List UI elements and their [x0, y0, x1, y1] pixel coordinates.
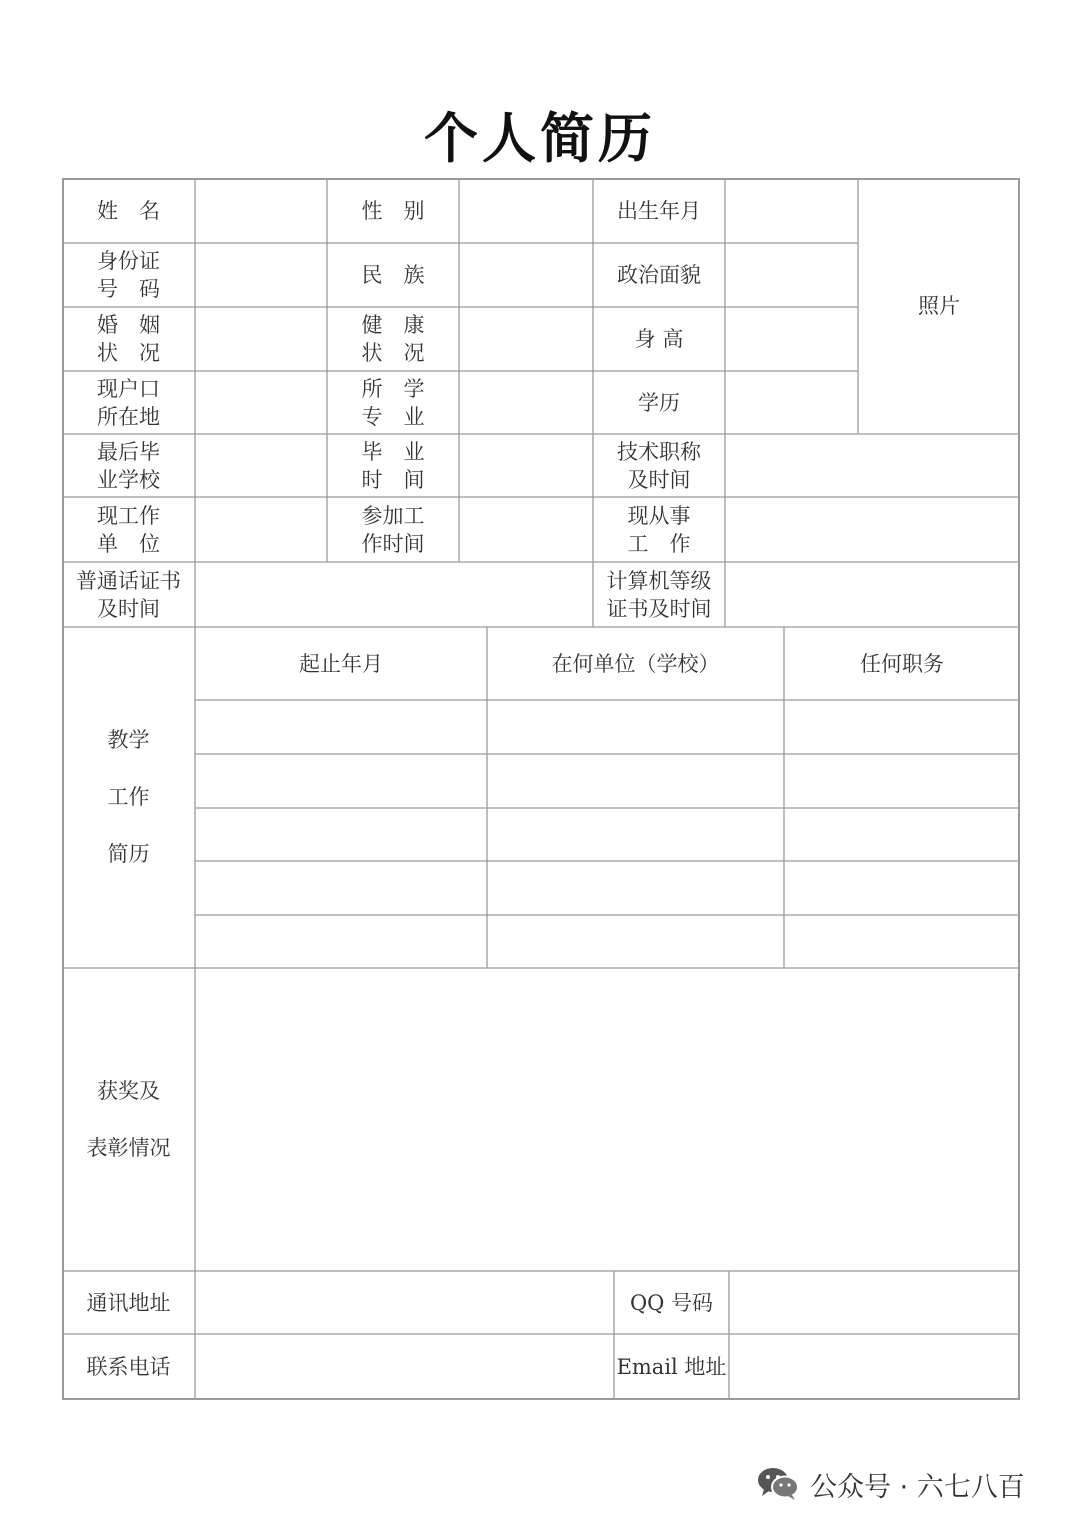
label-id-line2: 号 码 [97, 277, 160, 301]
history-row-4-unit[interactable] [487, 861, 784, 915]
field-mandarin-cert[interactable] [195, 562, 593, 627]
field-major[interactable] [459, 371, 593, 434]
label-work-start-line1: 参加工 [361, 503, 425, 528]
watermark-text: 公众号 · 六七八百 [810, 1471, 1025, 1503]
field-awards[interactable] [195, 968, 1020, 1271]
label-qq: QQ 号码 [629, 1290, 714, 1315]
history-row-3-role[interactable] [784, 808, 1020, 861]
label-hukou-line1: 现户口 [97, 376, 160, 401]
history-row-5-role[interactable] [784, 915, 1020, 968]
field-name[interactable] [195, 178, 327, 243]
label-id-number [62, 243, 195, 307]
field-health[interactable] [459, 307, 593, 371]
label-work-history-line3: 简历 [107, 842, 150, 866]
label-grad-time [327, 434, 459, 497]
label-marital [62, 307, 195, 371]
column-header-unit: 在何单位（学校） [551, 651, 720, 676]
label-major-line2: 专 业 [361, 404, 425, 429]
label-school-line2: 业学校 [97, 467, 160, 492]
field-computer-cert[interactable] [725, 562, 1020, 627]
label-current-job [593, 497, 725, 562]
history-row-5-period[interactable] [195, 915, 487, 968]
label-marital-line1: 婚 姻 [97, 313, 160, 337]
field-grad-time[interactable] [459, 434, 593, 497]
label-school-line1: 最后毕 [97, 439, 160, 464]
label-ethnic: 民 族 [361, 263, 425, 287]
label-current-job-line2: 工 作 [627, 531, 691, 556]
label-gender: 性 别 [361, 198, 425, 223]
label-birth: 出生年月 [617, 198, 701, 223]
label-awards-line2: 表彰情况 [86, 1135, 171, 1160]
field-tech-title[interactable] [725, 434, 1020, 497]
label-computer-line1: 计算机等级 [606, 568, 712, 593]
field-education[interactable] [725, 371, 858, 434]
label-mandarin-cert [62, 562, 195, 627]
label-name: 姓 名 [97, 198, 160, 223]
label-work-history-line1: 教学 [107, 728, 150, 752]
field-qq[interactable] [729, 1271, 1020, 1334]
field-hukou[interactable] [195, 371, 327, 434]
history-row-4-role[interactable] [784, 861, 1020, 915]
history-row-2-unit[interactable] [487, 754, 784, 808]
label-employer-line2: 单 位 [97, 531, 160, 556]
label-id-line1: 身份证 [97, 249, 160, 273]
wechat-icon [756, 1466, 800, 1502]
label-school [62, 434, 195, 497]
label-hukou [62, 371, 195, 434]
label-height: 身 高 [634, 327, 684, 351]
history-row-1-period[interactable] [195, 700, 487, 754]
label-awards [62, 968, 195, 1271]
field-current-job[interactable] [725, 497, 1020, 562]
field-gender[interactable] [459, 178, 593, 243]
label-current-job-line1: 现从事 [627, 503, 691, 528]
label-employer [62, 497, 195, 562]
label-political: 政治面貌 [617, 263, 701, 287]
label-mandarin-line2: 及时间 [97, 596, 160, 621]
label-employer-line1: 现工作 [97, 503, 160, 528]
label-major-line1: 所 学 [361, 376, 425, 401]
history-row-5-unit[interactable] [487, 915, 784, 968]
label-health-line1: 健 康 [361, 313, 425, 337]
label-tech-title-line2: 及时间 [627, 467, 691, 492]
label-tech-title-line1: 技术职称 [617, 439, 701, 464]
field-email[interactable] [729, 1334, 1020, 1400]
history-row-3-unit[interactable] [487, 808, 784, 861]
label-email: Email 地址 [616, 1355, 727, 1379]
label-work-history-line2: 工作 [107, 785, 150, 809]
label-education: 学历 [638, 390, 680, 415]
label-tech-title [593, 434, 725, 497]
label-mandarin-line1: 普通话证书 [76, 568, 181, 593]
label-work-start [327, 497, 459, 562]
field-political[interactable] [725, 243, 858, 307]
label-health-line2: 状 况 [361, 341, 425, 365]
label-marital-line2: 状 况 [97, 341, 160, 365]
history-row-2-role[interactable] [784, 754, 1020, 808]
history-row-1-unit[interactable] [487, 700, 784, 754]
label-work-start-line2: 作时间 [361, 531, 425, 556]
label-hukou-line2: 所在地 [97, 404, 160, 429]
label-address: 通讯地址 [86, 1290, 171, 1315]
label-major [327, 371, 459, 434]
label-grad-time-line2: 时 间 [361, 467, 425, 492]
column-header-period: 起止年月 [299, 651, 383, 676]
history-row-1-role[interactable] [784, 700, 1020, 754]
field-birth[interactable] [725, 178, 858, 243]
column-header-role: 任何职务 [860, 651, 944, 676]
field-school[interactable] [195, 434, 327, 497]
label-awards-line1: 获奖及 [97, 1078, 160, 1103]
field-phone[interactable] [195, 1334, 614, 1400]
field-marital[interactable] [195, 307, 327, 371]
history-row-2-period[interactable] [195, 754, 487, 808]
label-grad-time-line1: 毕 业 [361, 439, 425, 464]
photo-box[interactable] [858, 178, 1020, 434]
page-title: 个人简历 [424, 106, 656, 170]
watermark [756, 1462, 1025, 1506]
field-work-start[interactable] [459, 497, 593, 562]
label-work-history [62, 627, 195, 968]
label-computer-line2: 证书及时间 [606, 596, 712, 621]
label-computer-cert [593, 562, 725, 627]
field-ethnic[interactable] [459, 243, 593, 307]
field-id-number[interactable] [195, 243, 327, 307]
label-phone: 联系电话 [86, 1355, 171, 1379]
field-address[interactable] [195, 1271, 614, 1334]
photo-label: 照片 [918, 294, 960, 318]
history-row-3-period[interactable] [195, 808, 487, 861]
field-height[interactable] [725, 307, 858, 371]
field-employer[interactable] [195, 497, 327, 562]
label-health [327, 307, 459, 371]
history-row-4-period[interactable] [195, 861, 487, 915]
